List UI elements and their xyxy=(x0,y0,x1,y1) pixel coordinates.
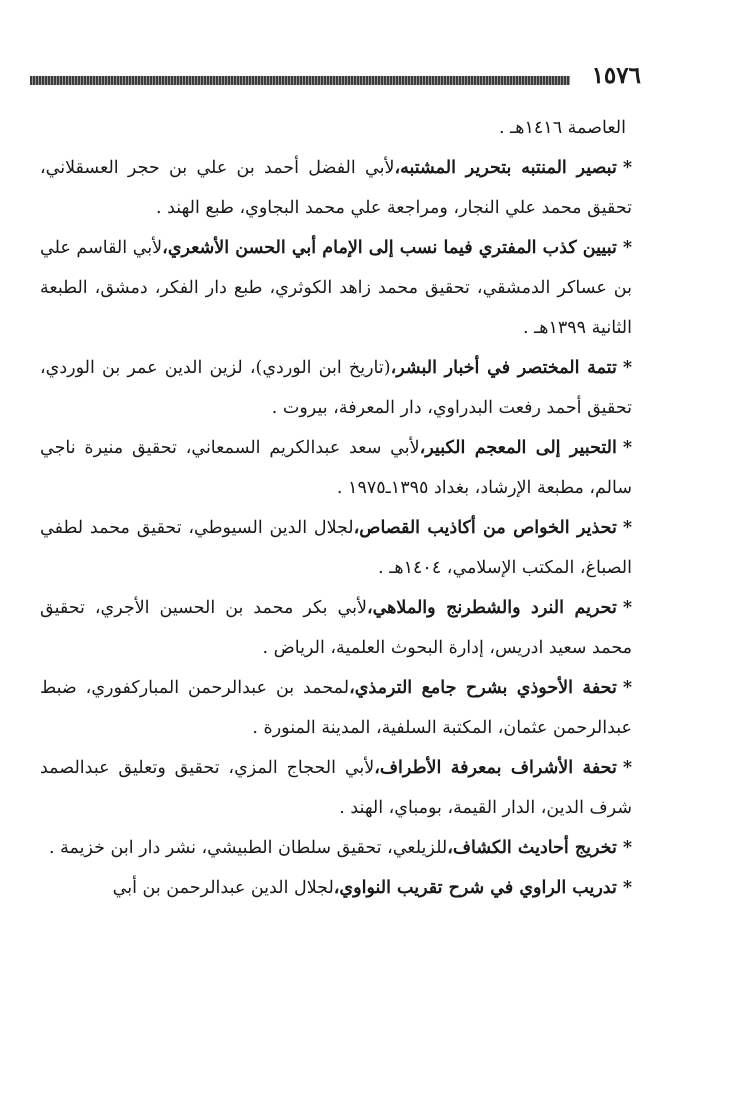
bibliography-entry xyxy=(40,668,632,748)
entry-text: لأبي القاسم علي بن عساكر الدمشقي، تحقيق محمد زاهد الكوثري، طبع دار الفكر، دمشق، الطبعة الثانية ١٣٩٩هـ . xyxy=(40,238,632,338)
page-number: ١٥٧٦ xyxy=(591,62,641,89)
entry-title: تتمة المختصر في أخبار البشر، xyxy=(390,358,617,378)
entry-title: التحبير إلى المعجم الكبير، xyxy=(419,438,617,458)
bibliography-entry xyxy=(40,868,632,908)
entry-text: لأبي بكر محمد بن الحسين الأجري، تحقيق محمد سعيد ادريس، إدارة البحوث العلمية، الرياض . xyxy=(40,598,632,658)
entry-bullet: * xyxy=(622,518,632,538)
entry-title: تبيين كذب المفتري فيما نسب إلى الإمام أبي الحسن الأشعري، xyxy=(162,238,617,258)
bibliography-entry xyxy=(40,108,632,148)
entry-bullet: * xyxy=(622,878,632,898)
entry-text: لجلال الدين عبدالرحمن بن أبي xyxy=(112,878,334,898)
entry-bullet: * xyxy=(622,158,632,178)
entry-title: تدريب الراوي في شرح تقريب النواوي، xyxy=(333,878,617,898)
entry-bullet: * xyxy=(622,238,632,258)
entry-title: تخريج أحاديث الكشاف، xyxy=(447,838,617,858)
entry-title: تحفة الأحوذي بشرح جامع الترمذي، xyxy=(349,678,617,698)
bibliography-entry xyxy=(40,148,632,228)
entry-bullet: * xyxy=(622,758,632,778)
entry-text: العاصمة ١٤١٦هـ . xyxy=(499,118,626,138)
bibliography-entry xyxy=(40,428,632,508)
bibliography-entry xyxy=(40,748,632,828)
header-rule xyxy=(30,76,570,85)
bibliography-entry xyxy=(40,508,632,588)
entry-text: لأبي الفضل أحمد بن علي بن حجر العسقلاني، تحقيق محمد علي النجار، ومراجعة علي محمد البجاوي، طبع الهند . xyxy=(40,158,632,218)
entry-text: لأبي سعد عبدالكريم السمعاني، تحقيق منيرة ناجي سالم، مطبعة الإرشاد، بغداد ١٣٩٥ـ١٩٧٥ . xyxy=(40,438,632,498)
entry-title: تحفة الأشراف بمعرفة الأطراف، xyxy=(374,758,617,778)
entry-bullet: * xyxy=(622,438,633,458)
entry-title: تحريم النرد والشطرنج والملاهي، xyxy=(366,598,617,618)
entry-title: تحذير الخواص من أكاذيب القصاص، xyxy=(353,518,617,538)
bibliography-entry xyxy=(40,588,632,668)
entry-text: للزيلعي، تحقيق سلطان الطبيشي، نشر دار ابن خزيمة . xyxy=(49,838,448,858)
bibliography-entry xyxy=(40,228,632,348)
entry-text: (تاريخ ابن الوردي)، لزين الدين عمر بن الوردي، تحقيق أحمد رفعت البدراوي، دار المعرفة، بيروت . xyxy=(40,358,632,418)
bibliography-list xyxy=(40,108,632,908)
entry-bullet: * xyxy=(622,598,632,618)
bibliography-entry xyxy=(40,828,632,868)
entry-text: لمحمد بن عبدالرحمن المباركفوري، ضبط عبدالرحمن عثمان، المكتبة السلفية، المدينة المنورة . xyxy=(40,678,632,738)
entry-text: لجلال الدين السيوطي، تحقيق محمد لطفي الصباغ، المكتب الإسلامي، ١٤٠٤هـ . xyxy=(40,518,632,578)
entry-bullet: * xyxy=(622,358,632,378)
entry-bullet: * xyxy=(622,838,632,858)
entry-bullet: * xyxy=(622,678,632,698)
entry-text: لأبي الحجاج المزي، تحقيق وتعليق عبدالصمد شرف الدين، الدار القيمة، بومباي، الهند . xyxy=(40,758,632,818)
bibliography-entry xyxy=(40,348,632,428)
entry-title: تبصير المنتبه بتحرير المشتبه، xyxy=(394,158,617,178)
